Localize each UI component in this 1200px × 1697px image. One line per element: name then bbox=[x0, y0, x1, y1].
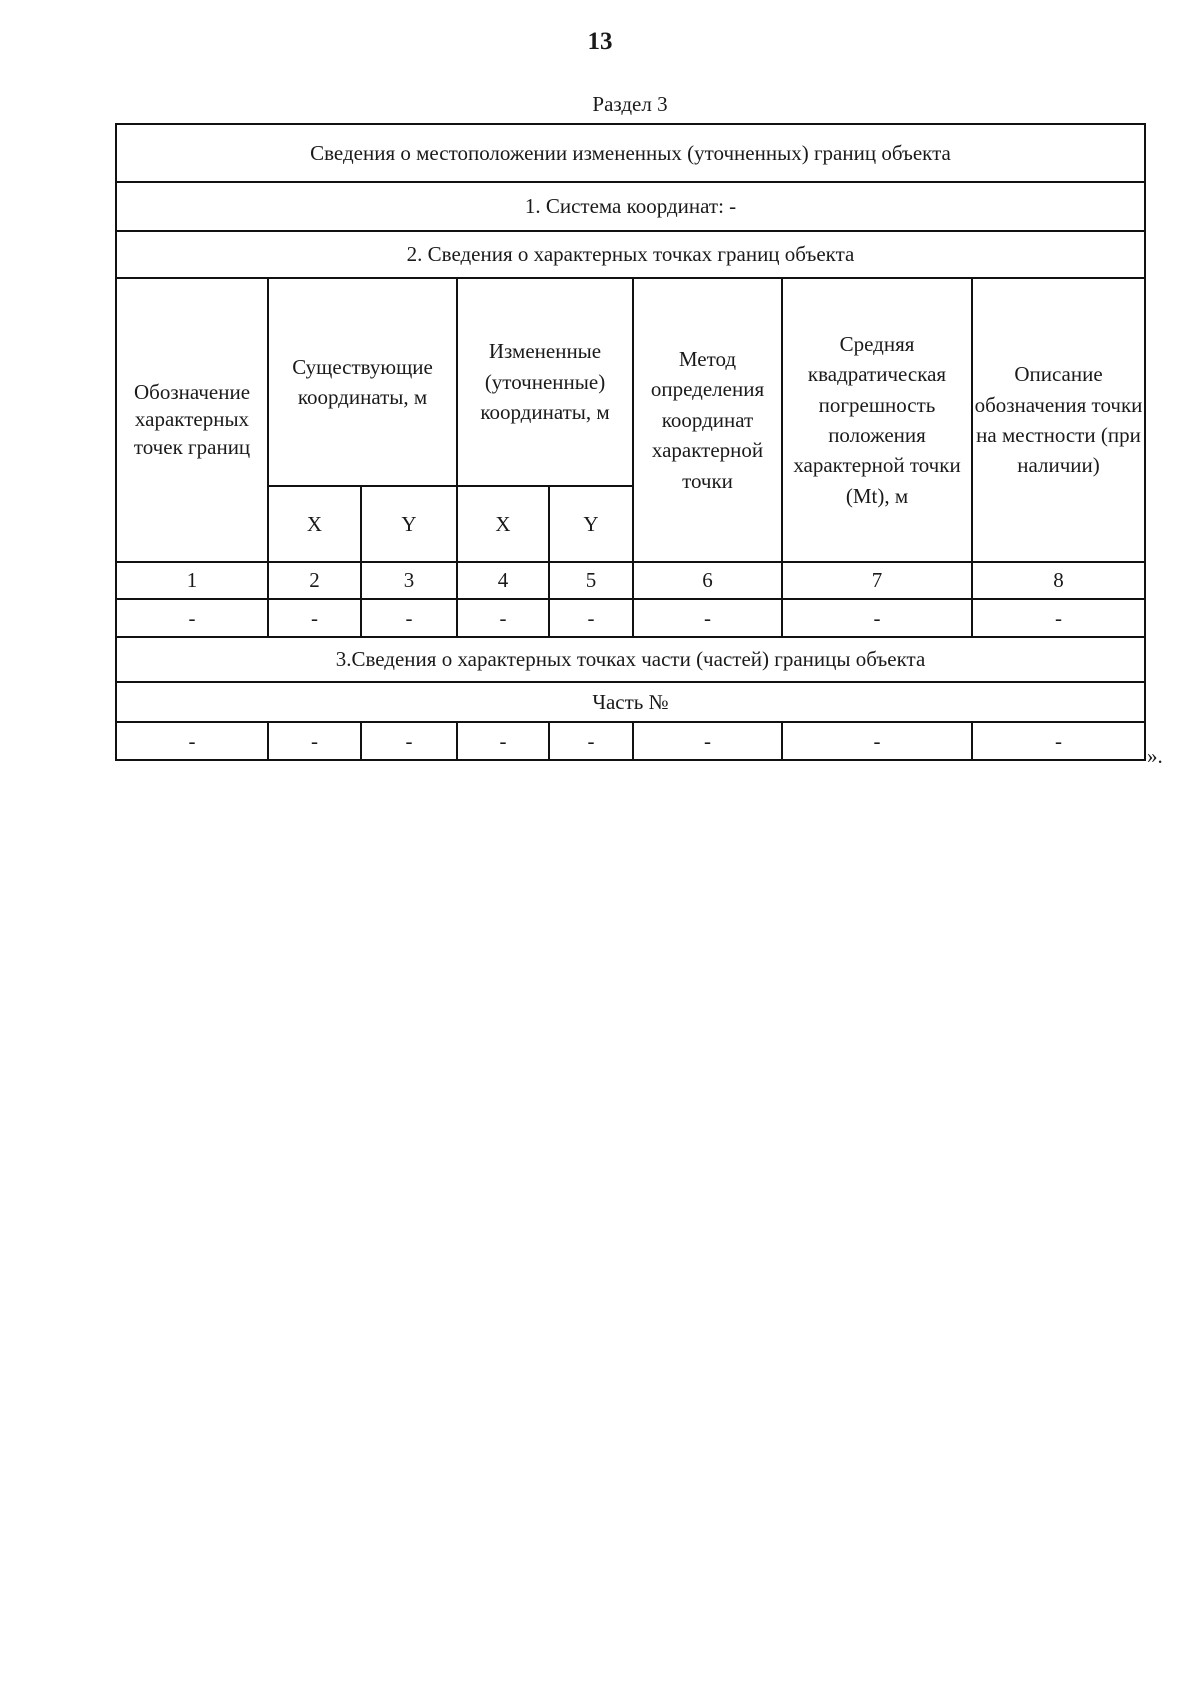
table-cell: - bbox=[633, 599, 782, 637]
column-number: 1 bbox=[116, 562, 268, 599]
column-number: 3 bbox=[361, 562, 457, 599]
section3-title: 3.Сведения о характерных точках части (частей) границы объекта bbox=[116, 637, 1145, 682]
header-description: Описание обозначения точки на местности (при наличии) bbox=[972, 278, 1145, 562]
column-number: 7 bbox=[782, 562, 972, 599]
table-cell: - bbox=[972, 722, 1145, 760]
column-number: 2 bbox=[268, 562, 361, 599]
header-method: Метод определения координат характерной точки bbox=[633, 278, 782, 562]
column-number: 5 bbox=[549, 562, 633, 599]
table-cell: - bbox=[972, 599, 1145, 637]
header-existing-coords: Существующие координаты, м bbox=[268, 278, 457, 486]
header-error: Средняя квадратическая погрешность положения характерной точки (Mt), м bbox=[782, 278, 972, 562]
header-changed-coords: Измененные (уточненные) координаты, м bbox=[457, 278, 633, 486]
table-cell: - bbox=[361, 722, 457, 760]
table-cell: - bbox=[457, 722, 549, 760]
table-cell: - bbox=[116, 722, 268, 760]
table-cell: - bbox=[268, 722, 361, 760]
header-y-changed: Y bbox=[549, 486, 633, 562]
header-designation: Обозначение характерных точек границ bbox=[116, 278, 268, 562]
table-cell: - bbox=[268, 599, 361, 637]
column-number: 4 bbox=[457, 562, 549, 599]
page-number: 13 bbox=[587, 28, 613, 55]
table-cell: - bbox=[549, 722, 633, 760]
table-cell: - bbox=[361, 599, 457, 637]
header-y-existing: Y bbox=[361, 486, 457, 562]
table-cell: - bbox=[633, 722, 782, 760]
column-number: 8 bbox=[972, 562, 1145, 599]
table-cell: - bbox=[549, 599, 633, 637]
part-label-row: Часть № bbox=[116, 682, 1145, 722]
coord-system-row: 1. Система координат: - bbox=[116, 182, 1145, 231]
column-number: 6 bbox=[633, 562, 782, 599]
table-cell: - bbox=[782, 722, 972, 760]
header-x-existing: X bbox=[268, 486, 361, 562]
closing-quote-mark: ». bbox=[1147, 744, 1163, 768]
header-x-changed: X bbox=[457, 486, 549, 562]
section2-title: 2. Сведения о характерных точках границ объекта bbox=[116, 231, 1145, 278]
section-label: Раздел 3 bbox=[592, 92, 668, 116]
table-title: Сведения о местоположении измененных (уточненных) границ объекта bbox=[116, 124, 1145, 182]
boundary-info-table bbox=[115, 123, 1146, 761]
table-cell: - bbox=[782, 599, 972, 637]
table-cell: - bbox=[116, 599, 268, 637]
table-cell: - bbox=[457, 599, 549, 637]
